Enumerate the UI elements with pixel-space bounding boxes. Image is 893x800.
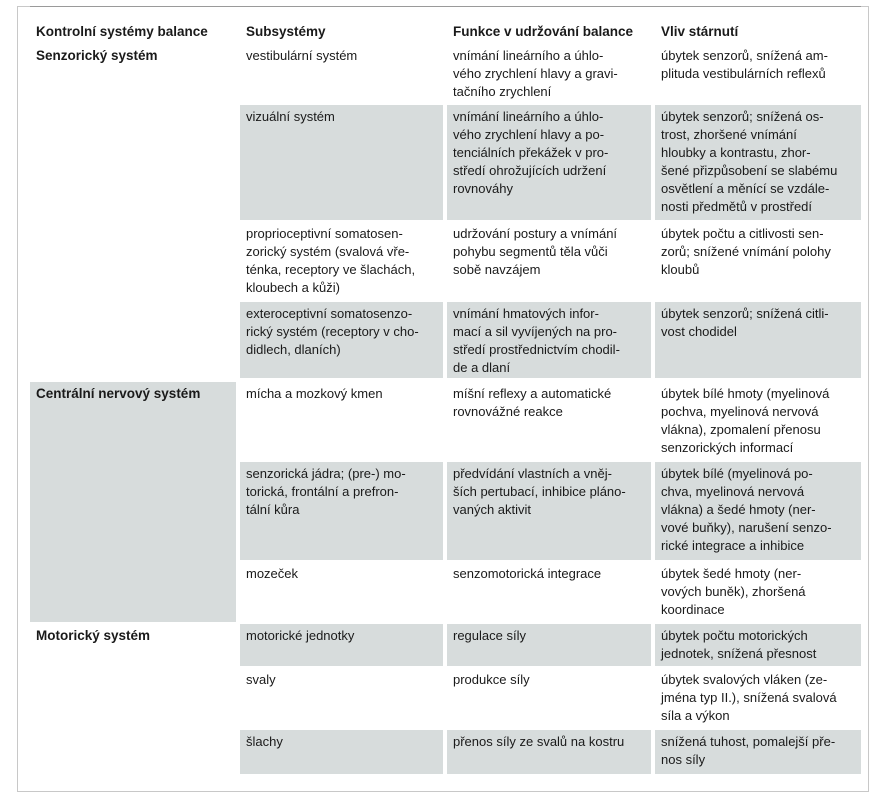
- table-cell-subsystem: svaly: [246, 672, 276, 687]
- table-cell-function: předvídání vlastních a vněj- ších pertubací, inhibice pláno- vaných aktivit: [447, 462, 651, 560]
- table-cell-aging: úbytek šedé hmoty (ner- vových buněk), zhoršená koordinace: [661, 566, 806, 617]
- table-cell-subsystem: motorické jednotky: [240, 624, 443, 666]
- table-cell-subsystem: mícha a mozkový kmen: [246, 386, 383, 401]
- table-cell-aging: úbytek počtu motorických jednotek, snížená přesnost: [655, 624, 861, 666]
- table-cell-function: senzomotorická integrace: [453, 566, 602, 581]
- group-label-cns: Centrální nervový systém: [30, 382, 236, 622]
- table-cell-function: přenos síly ze svalů na kostru: [447, 730, 651, 774]
- header-function: Funkce v udržování balance: [453, 24, 634, 39]
- table-cell-function: vnímání hmatových infor- mací a sil vyvíjených na pro- středí prostřednictvím chodil- de a dlaní: [447, 302, 651, 378]
- group-label-motor: Motorický systém: [36, 628, 151, 643]
- table-cell-function: vnímání lineárního a úhlo- vého zrychlení hlavy a po- tenciálních překážek v pro- středí ohrožujících udržení rovnováhy: [447, 105, 651, 220]
- table-cell-function: regulace síly: [447, 624, 651, 666]
- group-label-sensory: Senzorický systém: [36, 48, 158, 63]
- table-cell-aging: úbytek počtu a citlivosti sen- zorů; snížené vnímání polohy kloubů: [661, 226, 831, 277]
- table-cell-subsystem: senzorická jádra; (pre-) mo- torická, frontální a prefron- tální kůra: [240, 462, 443, 560]
- table-cell-aging: úbytek senzorů; snížená citli- vost chodidel: [655, 302, 861, 378]
- table-top-rule: [30, 6, 861, 7]
- table-cell-function: míšní reflexy a automatické rovnovážné reakce: [453, 386, 612, 419]
- table-cell-subsystem: proprioceptivní somatosen- zorický systém (svalová vře- ténka, receptory ve šlachách, kloubech a kůži): [246, 226, 416, 295]
- table-cell-aging: úbytek svalových vláken (ze- jména typ II.), snížená svalová síla a výkon: [661, 672, 837, 723]
- header-aging: Vliv stárnutí: [661, 24, 739, 39]
- table-cell-subsystem: exteroceptivní somatosenzo- rický systém (receptory v cho- didlech, dlaních): [240, 302, 443, 378]
- table-cell-aging: úbytek senzorů, snížená am- plituda vestibulárních reflexů: [661, 48, 828, 81]
- table-cell-function: produkce síly: [453, 672, 530, 687]
- table-cell-function: udržování postury a vnímání pohybu segmentů těla vůči sobě navzájem: [453, 226, 618, 277]
- table-cell-aging: úbytek senzorů; snížená os- trost, zhoršené vnímání hloubky a kontrastu, zhor- šené přizpůsobení se slabému osvětlení a měnící se vzdále- nosti předmětů v prostředí: [655, 105, 861, 220]
- table-cell-subsystem: šlachy: [240, 730, 443, 774]
- table-cell-subsystem: mozeček: [246, 566, 299, 581]
- table-cell-function: vnímání lineárního a úhlo- vého zrychlení hlavy a gravi- tačního zrychlení: [453, 48, 618, 99]
- table-cell-subsystem: vizuální systém: [240, 105, 443, 220]
- table-cell-aging: snížená tuhost, pomalejší pře- nos síly: [655, 730, 861, 774]
- header-subsystem: Subsystémy: [246, 24, 326, 39]
- table-cell-aging: úbytek bílé (myelinová po- chva, myelinová nervová vlákna) a šedé hmoty (ner- vové buňky), narušení senzo- rické integrace a inhibice: [655, 462, 861, 560]
- table-cell-subsystem: vestibulární systém: [246, 48, 358, 63]
- header-system: Kontrolní systémy balance: [36, 24, 208, 39]
- table-cell-aging: úbytek bílé hmoty (myelinová pochva, myelinová nervová vlákna), zpomalení přenosu senzorických informací: [661, 386, 830, 455]
